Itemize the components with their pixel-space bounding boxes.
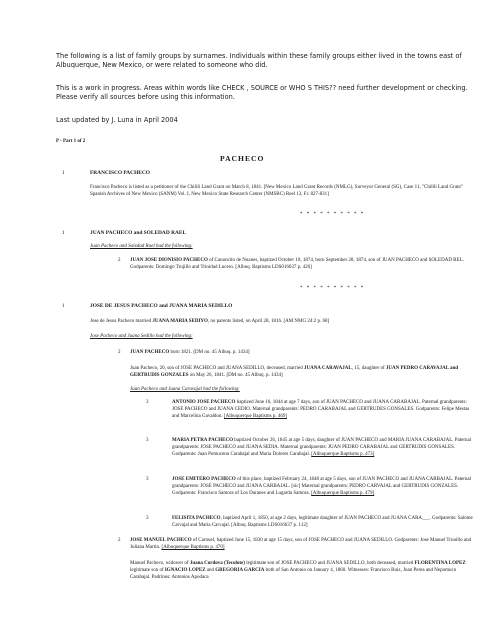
children-heading: Juan Pacheco and Soledad Rael had the following: [90, 244, 193, 249]
intro-paragraph-2: This is a work in progress. Areas within words like CHECK , SOURCE or WHO S THIS?? need further development or checking. Please verify all sources before using this information. [56, 84, 468, 101]
grandchild-number: 3 [146, 400, 149, 405]
grandchild-text: JOSE EMITERO PACHECO of this place, baptized February 24, 1848 at age 5 days, son of JUAN PACHECO and JUANA CARBAJAL. Paternal grandparents: JOSE PACHECO and JUANA CARBAJAL. [sic] Maternal grandparents: PEDRO CARVAJAL and GERTRUDIS GONZALES. Godparents: Francisco Samora of Los Duranes and Lugarda Samora. [Albuquerque Baptisms p. 479] [172, 477, 472, 497]
separator: * * * * * * * * * * [300, 286, 365, 291]
part-label: P - Part 1 of 2 [56, 139, 86, 144]
grandchild-text: ANTONIO JOSE PACHECO baptized June 16, 1844 at age 7 days, son of JUAN PACHECO and JUANA CARABAJAL. Paternal grandparents: JOSE PACHECO and JUANA CEDIO. Maternal grandparents: PEDRO CARABAJAL and GERTRUDES GONSALES. Godparents: Felipe Mestas and Marcelina Gavaldon. [Albuquerque Baptisms p. 469] [172, 400, 470, 420]
entry-text: Jose de Jesus Pacheco married JUANA MARIA SEDIYO, no parents listed, on April 28, 1816. [AM NMG 24:2 p. 68] [90, 319, 330, 324]
entry-heading: JUAN PACHECO and SOLEDAD RAEL [90, 230, 187, 236]
grandchild-text: FELISITA PACHECO, baptized April 1, 1850, at age 2 days, legitimate daughter of JUAN PACHECO and JUANA CARA___. Godparents: Salome Carvajal and Maria Carvajal. [Albuq. Baptisms LDS016637 p. 112] [172, 516, 473, 529]
child-number: 2 [118, 258, 121, 263]
section-title: PACHECO [220, 154, 265, 163]
grandchild-number: 3 [146, 438, 149, 443]
source-citation: [Albuquerque Baptisms p. 469] [223, 414, 287, 420]
entry-text: Francisco Pacheco is listed as a petitioner of the Chilili Land Grant on March 8, 1841. [New Mexico Land Grant Records (NMLG), Surveyor General (SG), Case 11, "Chilili Land Grant" Spanish Archives of New Mexico (SANM) Vol. I, New Mexico State Research Center (NMSRC) Reel 13, Fr. 827-831] [90, 185, 463, 198]
child-text: JOSE MANUEL PACHECO of Carnuel, baptized June 15, 1830 at age 15 days, son of JOSE PACHECO and JUANA SEDILLO. Godparents: Jose Manuel Trunillo and Juliana Martin. [Albuquerque Baptisms p. 470] [130, 538, 472, 551]
intro-paragraph-3: Last updated by J. Luna in April 2004 [56, 116, 178, 124]
grandchild-number: 3 [146, 477, 149, 482]
marriage-text: Manuel Pacheco, widower of Juana Cordova (Tecolote) legitimate son of JOSE PACHECO and JUANA SEDILLO, both deceased, married FLORENTINA LOPEZ legitimate son of IGNACIO LOPEZ and GREGORIA GARCIA both of San Antonio on January 4, 1860. Witnesses: Francisco Ruiz, Juan Perea and Nepomuco Carabajal. Padrinos: Antonios Apodaca [130, 561, 466, 581]
source-citation: [Albuquerque Baptisms p. 473] [311, 452, 375, 458]
child-number: 2 [118, 538, 121, 543]
source-citation: [Albuquerque Baptisms p. 470] [161, 545, 225, 551]
source-citation: [Albuquerque Baptisms p. 479] [311, 491, 375, 497]
child-text: JUAN JOSE DIONISIO PACHECO of Canoncito de Nuanes, baptized October 10, 1874, born September 28, 1874, son of JUAN PACHECO and SOLEDAD REL. Godparents: Domingo Trujillo and Trinidad Lucero. [Albuq. Baptisms LDS016637 p. 426] [130, 258, 464, 271]
entry-heading: FRANCISCO PACHECO [90, 170, 150, 176]
marriage-text: Juan Pacheco, 20, son of JOSE PACHECO and JUANA SEDILLO, deceased, married JUANA CARAVAJAL, 15, daughter of JUAN PEDRO CARAVAJAL and GERTRUDIS GONZALES on May 26, 1841. [DM no. 45 Albuq. p. 1434] [130, 366, 459, 379]
child-text: JUAN PACHECO born 1821. [DM no. 45 Albuq. p. 1434] [130, 350, 250, 355]
entry-number: 1 [62, 303, 65, 309]
separator: * * * * * * * * * * [300, 212, 365, 217]
entry-number: 1 [62, 170, 65, 176]
entry-heading: JOSE DE JESUS PACHECO and JUANA MARIA SEDILLO [90, 303, 233, 309]
grandchild-number: 3 [146, 516, 149, 521]
intro-paragraph-1: The following is a list of family groups by surnames. Individuals within these family groups either lived in the towns east of Albuquerque, New Mexico, or were related to someone who did. [56, 52, 462, 69]
children-heading: Jose Pacheco and Juana Sedillo had the following: [90, 334, 193, 339]
child-number: 2 [118, 350, 121, 355]
children-heading: Juan Pacheco and Juana Caravajal had the following: [130, 387, 240, 392]
entry-number: 1 [62, 230, 65, 236]
grandchild-text: MARIA PETRA PACHECO baptized October 26, 1845 at age 5 days, daughter of JUAN PACHECO and MARIA JUANA CARABAJAL. Paternal grandparents: JOSE PACHECO and JUANA SEDIA. Maternal grandparents: JUAN PEDRO CARABAJAL and GERTRUDIS GONSALES. Godparents: Juan Pomuceno Carabajal and Maria Dolores Carabajal. [Albuquerque Baptisms p. 473] [172, 438, 472, 458]
